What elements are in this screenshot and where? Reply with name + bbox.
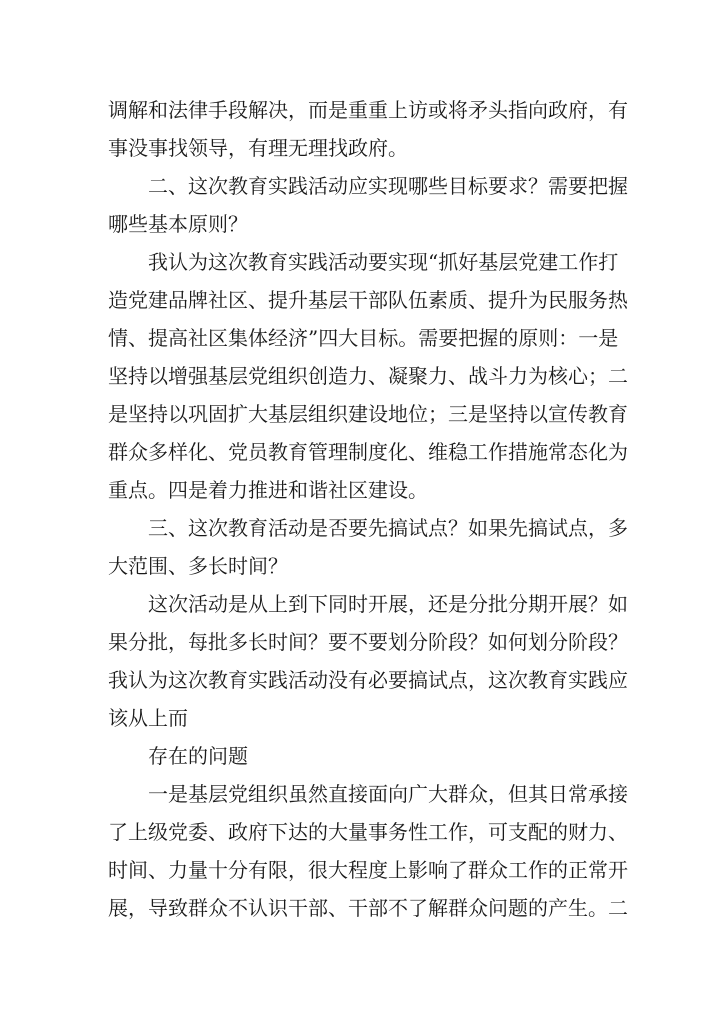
text-line: 群众多样化、党员教育管理制度化、维稳工作措施常态化为 <box>108 440 628 464</box>
text-line: 时间、力量十分有限，很大程度上影响了群众工作的正常开 <box>108 858 628 882</box>
text-line: 重点。四是着力推进和谐社区建设。 <box>108 478 428 502</box>
text-line: 情、提高社区集体经济”四大目标。需要把握的原则：一是 <box>108 326 619 350</box>
text-line: 存在的问题 <box>148 744 248 768</box>
text-line: 了上级党委、政府下达的大量事务性工作，可支配的财力、 <box>108 820 628 844</box>
text-line: 造党建品牌社区、提升基层干部队伍素质、提升为民服务热 <box>108 288 628 312</box>
text-line: 调解和法律手段解决，而是重重上访或将矛头指向政府，有 <box>108 98 628 122</box>
text-line: 二、这次教育实践活动应实现哪些目标要求？需要把握 <box>148 174 628 198</box>
text-line: 我认为这次教育实践活动没有必要搞试点，这次教育实践应 <box>108 668 628 692</box>
text-line: 哪些基本原则？ <box>108 212 248 236</box>
text-line: 展，导致群众不认识干部、干部不了解群众问题的产生。二 <box>108 896 628 920</box>
text-line: 三、这次教育活动是否要先搞试点？如果先搞试点，多 <box>148 516 628 540</box>
text-line: 一是基层党组织虽然直接面向广大群众，但其日常承接 <box>148 782 628 806</box>
text-line: 坚持以增强基层党组织创造力、凝聚力、战斗力为核心；二 <box>108 364 628 388</box>
text-line: 该从上而 <box>108 706 188 730</box>
text-line: 大范围、多长时间？ <box>108 554 288 578</box>
text-line: 这次活动是从上到下同时开展，还是分批分期开展？如 <box>148 592 628 616</box>
text-line: 我认为这次教育实践活动要实现“抓好基层党建工作打 <box>148 250 619 274</box>
text-line: 事没事找领导，有理无理找政府。 <box>108 136 408 160</box>
text-line: 是坚持以巩固扩大基层组织建设地位；三是坚持以宣传教育 <box>108 402 628 426</box>
text-line: 果分批，每批多长时间？要不要划分阶段？如何划分阶段？ <box>108 630 628 654</box>
